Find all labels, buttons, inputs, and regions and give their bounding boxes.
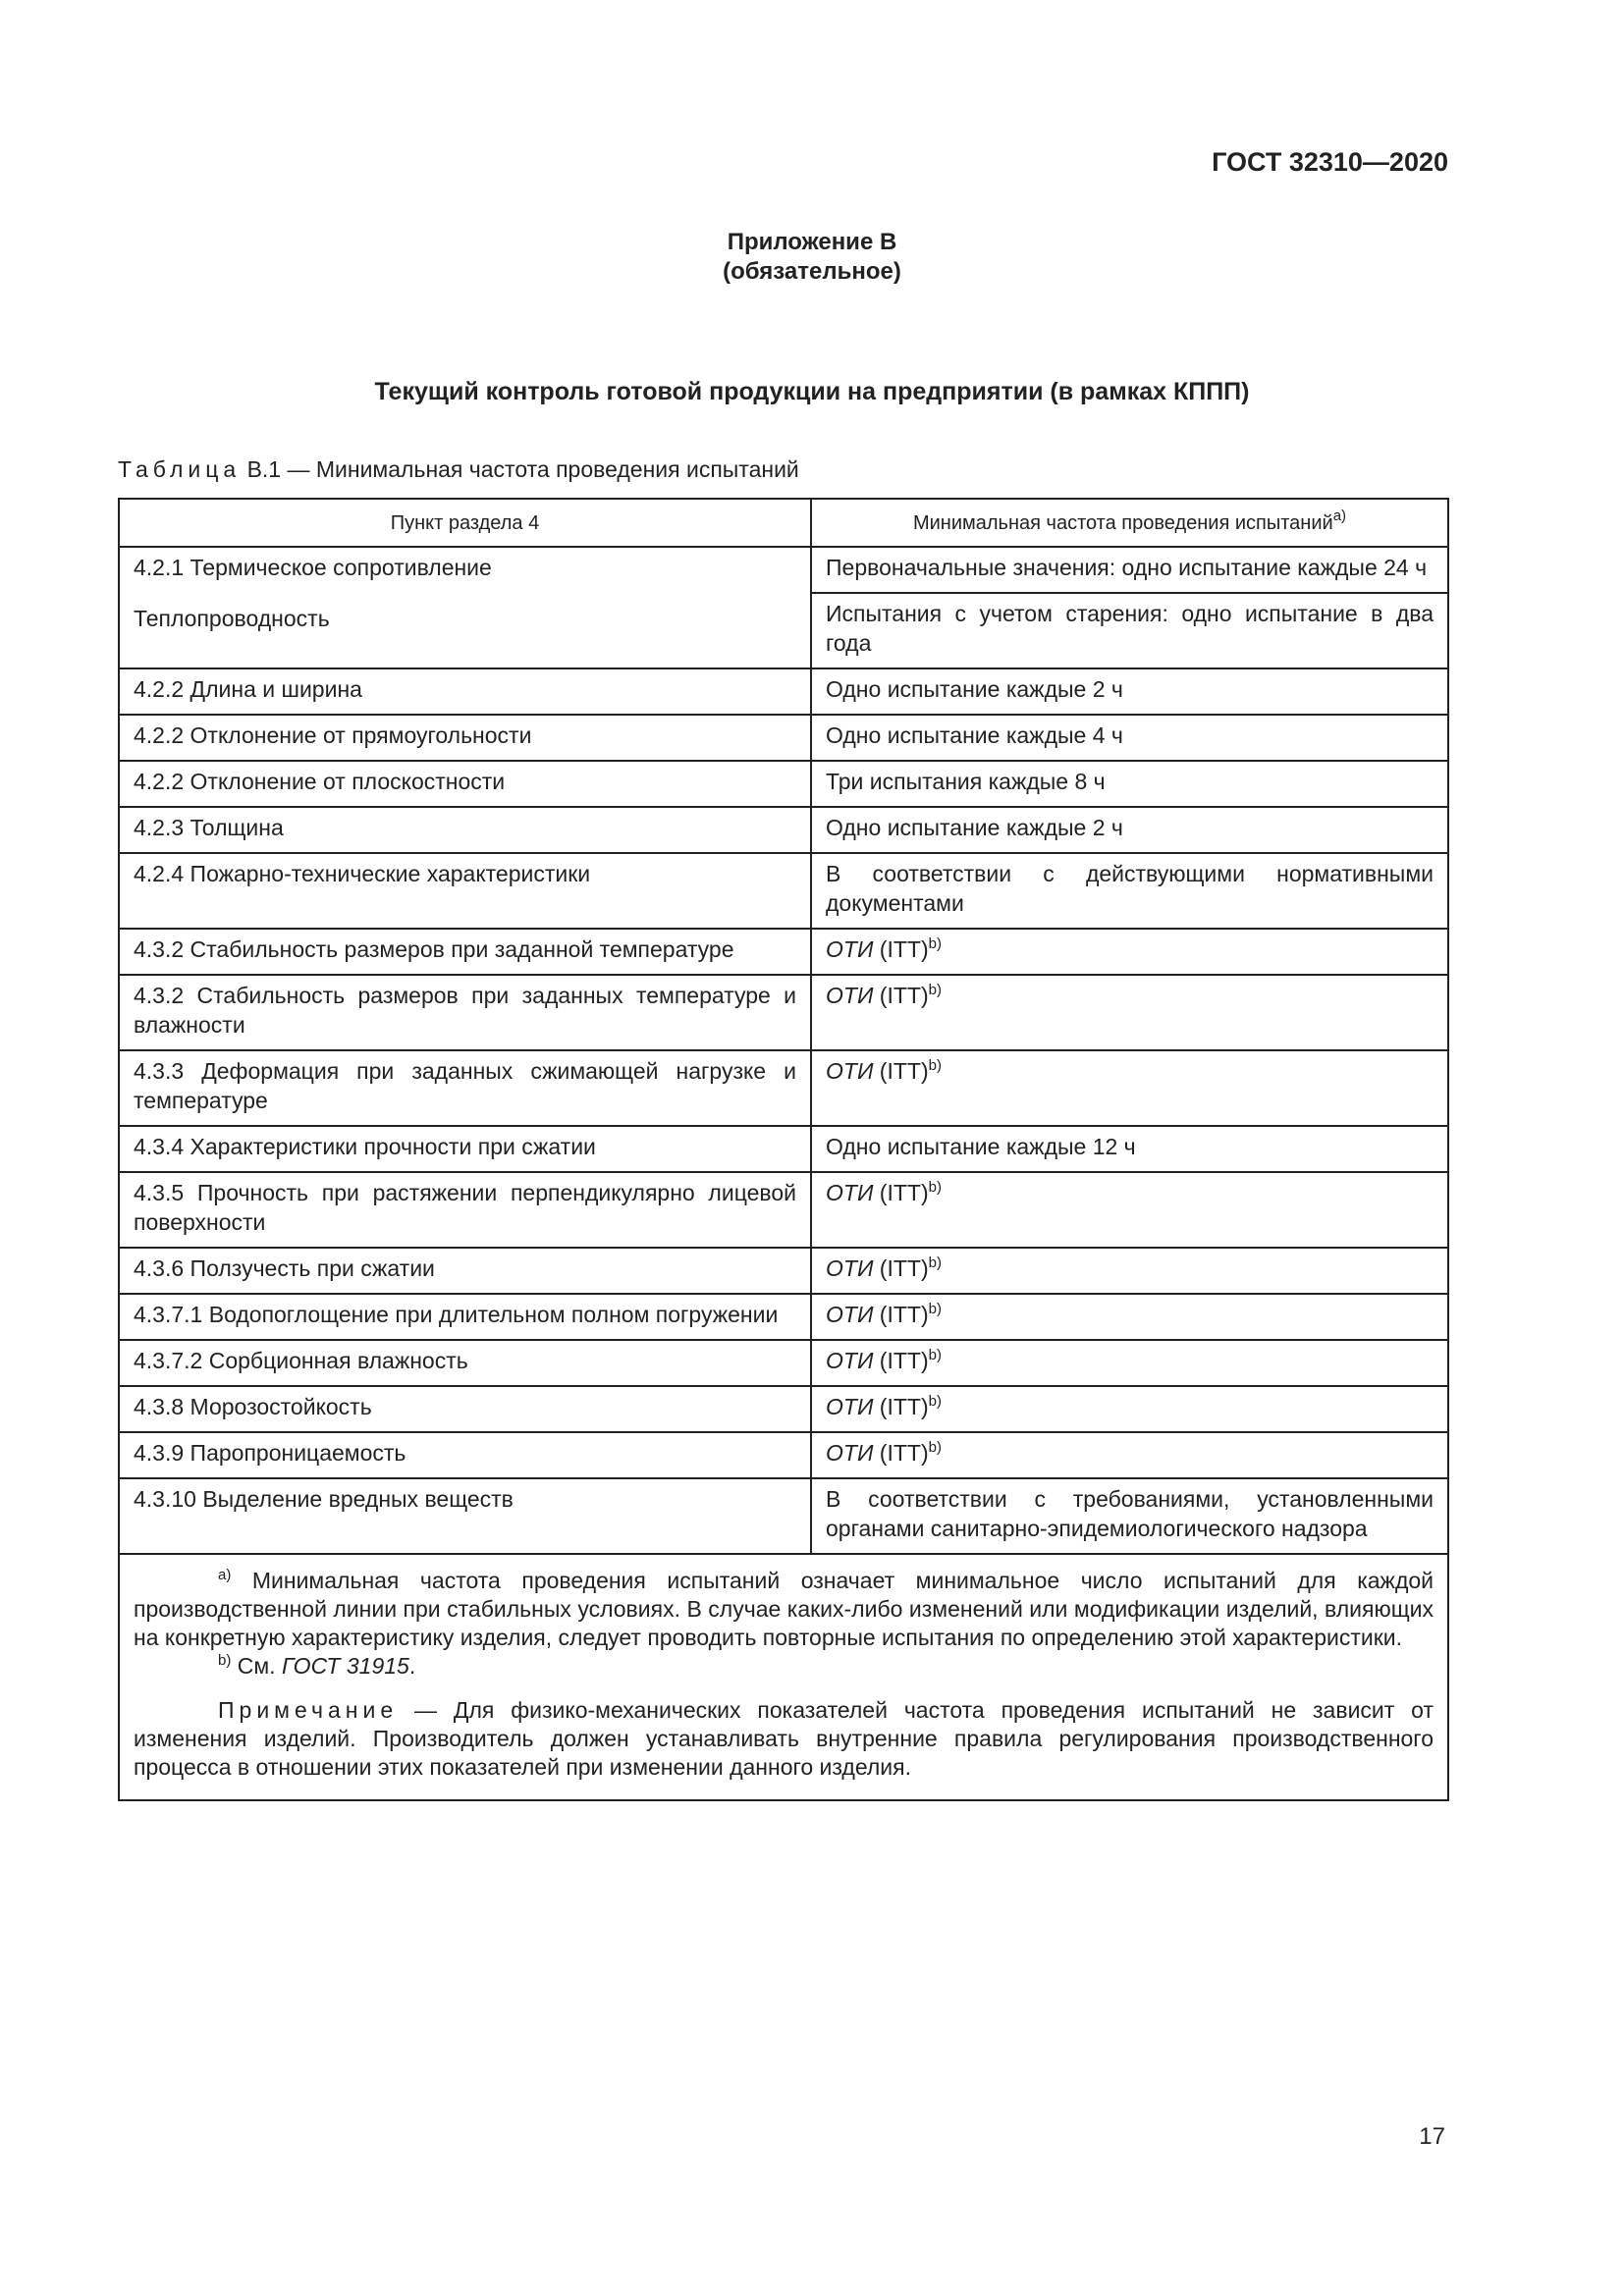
- itt-label: (ITT): [873, 983, 929, 1008]
- table-row: [119, 547, 1448, 668]
- footnote-b-ref: b): [928, 1179, 942, 1196]
- footnote-b-ref: b): [928, 1057, 942, 1074]
- footnote-b-ref: b): [928, 1347, 942, 1363]
- value-cell: [811, 929, 1448, 975]
- table-caption-text: В.1 — Минимальная частота проведения испытаний: [241, 456, 799, 482]
- item-cell: 4.3.9 Паропроницаемость: [119, 1432, 811, 1478]
- footnote-b-mark: b): [218, 1652, 232, 1669]
- value-text: Первоначальные значения: одно испытание каждые 24 ч: [812, 548, 1447, 594]
- oti-label: ОТИ: [826, 1394, 874, 1419]
- value-cell: Одно испытание каждые 12 ч: [811, 1126, 1448, 1172]
- table-caption: [118, 456, 799, 483]
- table-row: [119, 1432, 1448, 1478]
- appendix-type: (обязательное): [723, 258, 901, 285]
- table-row: [119, 1294, 1448, 1340]
- footnote-a-text: Минимальная частота проведения испытаний означает минимальное число испытаний для каждой производственной линии при стабильных условиях. В случае каких-либо изменений или модификации изделий, влияющих на конкретную характеристику изделия, следует проводить повторные испытания по определению этой характеристики.: [134, 1568, 1434, 1650]
- value-cell: Одно испытание каждые 2 ч: [811, 668, 1448, 715]
- table-header-row: [119, 499, 1448, 547]
- itt-label: (ITT): [873, 1348, 929, 1373]
- item-cell: 4.3.8 Морозостойкость: [119, 1386, 811, 1432]
- item-cell: 4.2.2 Отклонение от прямоугольности: [119, 715, 811, 761]
- footnote-b-end: .: [408, 1653, 416, 1679]
- oti-label: ОТИ: [826, 983, 874, 1008]
- item-cell: 4.2.4 Пожарно-технические характеристики: [119, 853, 811, 929]
- value-cell: [811, 1050, 1448, 1126]
- page-number: 17: [1419, 2123, 1445, 2150]
- item-cell: 4.3.10 Выделение вредных веществ: [119, 1478, 811, 1554]
- item-cell: 4.3.2 Стабильность размеров при заданных температуре и влажности: [119, 975, 811, 1050]
- footnote-b-ref: b): [928, 1393, 942, 1410]
- value-cell: [811, 1248, 1448, 1294]
- itt-label: (ITT): [873, 1180, 929, 1205]
- table-row: [119, 1478, 1448, 1554]
- item-cell: 4.2.3 Толщина: [119, 807, 811, 853]
- itt-label: (ITT): [873, 1440, 929, 1466]
- footnote-b-text: См.: [231, 1653, 282, 1679]
- table-row: [119, 853, 1448, 929]
- item-text: 4.2.1 Термическое сопротивление: [134, 555, 492, 580]
- table-row: [119, 1050, 1448, 1126]
- appendix-heading: [0, 228, 1624, 287]
- table-footnotes: [119, 1554, 1448, 1800]
- oti-label: ОТИ: [826, 1348, 874, 1373]
- footnote-b-ref: b): [928, 935, 942, 952]
- value-cell: В соответствии с требованиями, установленными органами санитарно-эпидемиологического надзора: [811, 1478, 1448, 1554]
- column-header-frequency-label: Минимальная частота проведения испытаний: [912, 511, 1333, 534]
- value-text: Испытания с учетом старения: одно испытание в два года: [826, 601, 1434, 656]
- column-header-frequency: [811, 499, 1448, 547]
- table-row: [119, 761, 1448, 807]
- table-row: [119, 975, 1448, 1050]
- item-cell: 4.3.2 Стабильность размеров при заданной температуре: [119, 929, 811, 975]
- item-cell: [119, 547, 811, 668]
- item-cell: 4.3.7.1 Водопоглощение при длительном полном погружении: [119, 1294, 811, 1340]
- table-body: [119, 547, 1448, 1554]
- footnote-a-ref: a): [1332, 507, 1347, 524]
- footnote-b-ref: b): [928, 1255, 942, 1271]
- footnote-b-reference: ГОСТ 31915: [281, 1653, 409, 1679]
- footnote-b: [134, 1652, 1434, 1681]
- value-cell: Три испытания каждые 8 ч: [811, 761, 1448, 807]
- oti-label: ОТИ: [826, 1255, 874, 1281]
- footnote-a: [134, 1567, 1434, 1652]
- value-cell: [811, 1386, 1448, 1432]
- table-row: [119, 715, 1448, 761]
- footnote-a-mark: a): [218, 1567, 232, 1583]
- footnote-b-ref: b): [928, 1301, 942, 1317]
- item-cell: 4.3.6 Ползучесть при сжатии: [119, 1248, 811, 1294]
- table-note: [134, 1696, 1434, 1782]
- value-cell: Одно испытание каждые 4 ч: [811, 715, 1448, 761]
- table-caption-word: Таблица: [118, 456, 242, 482]
- note-text: — Для физико-механических показателей частота проведения испытаний не зависит от изменения изделий. Производитель должен устанавливать внутренние правила регулирования производственного процесса в отношении этих показателей при изменении данного изделия.: [134, 1697, 1434, 1780]
- value-cell: [811, 1432, 1448, 1478]
- value-cell: В соответствии с действующими нормативными документами: [811, 853, 1448, 929]
- oti-label: ОТИ: [826, 936, 874, 962]
- value-cell: [811, 1294, 1448, 1340]
- item-cell: 4.3.5 Прочность при растяжении перпендикулярно лицевой поверхности: [119, 1172, 811, 1248]
- table-row: [119, 807, 1448, 853]
- itt-label: (ITT): [873, 1394, 929, 1419]
- itt-label: (ITT): [873, 1058, 929, 1084]
- oti-label: ОТИ: [826, 1180, 874, 1205]
- section-title: Текущий контроль готовой продукции на предприятии (в рамках КППП): [374, 378, 1250, 405]
- table-row: [119, 929, 1448, 975]
- oti-label: ОТИ: [826, 1302, 874, 1327]
- column-header-item: Пункт раздела 4: [119, 499, 811, 547]
- item-cell: 4.3.4 Характеристики прочности при сжатии: [119, 1126, 811, 1172]
- table-row: [119, 1386, 1448, 1432]
- value-cell: [811, 1172, 1448, 1248]
- table-row: [119, 668, 1448, 715]
- table-row: [119, 1172, 1448, 1248]
- table-row: [119, 1340, 1448, 1386]
- itt-label: (ITT): [873, 1302, 929, 1327]
- table-row: [119, 1248, 1448, 1294]
- item-cell: 4.2.2 Длина и ширина: [119, 668, 811, 715]
- footnote-b-ref: b): [928, 1439, 942, 1456]
- frequency-table: [118, 498, 1449, 1801]
- appendix-title: Приложение В: [727, 229, 897, 255]
- oti-label: ОТИ: [826, 1058, 874, 1084]
- itt-label: (ITT): [873, 936, 929, 962]
- oti-label: ОТИ: [826, 1440, 874, 1466]
- table-footer-row: [119, 1554, 1448, 1800]
- footnote-b-ref: b): [928, 982, 942, 998]
- note-word: Примечание: [218, 1697, 399, 1723]
- document-code: ГОСТ 32310—2020: [1212, 147, 1448, 177]
- value-cell: [811, 975, 1448, 1050]
- value-cell: [811, 1340, 1448, 1386]
- table-row: [119, 1126, 1448, 1172]
- itt-label: (ITT): [873, 1255, 929, 1281]
- item-text: Теплопроводность: [134, 606, 330, 631]
- item-cell: 4.2.2 Отклонение от плоскостности: [119, 761, 811, 807]
- item-cell: 4.3.3 Деформация при заданных сжимающей нагрузке и температуре: [119, 1050, 811, 1126]
- value-cell: Одно испытание каждые 2 ч: [811, 807, 1448, 853]
- value-cell: [811, 547, 1448, 668]
- item-cell: 4.3.7.2 Сорбционная влажность: [119, 1340, 811, 1386]
